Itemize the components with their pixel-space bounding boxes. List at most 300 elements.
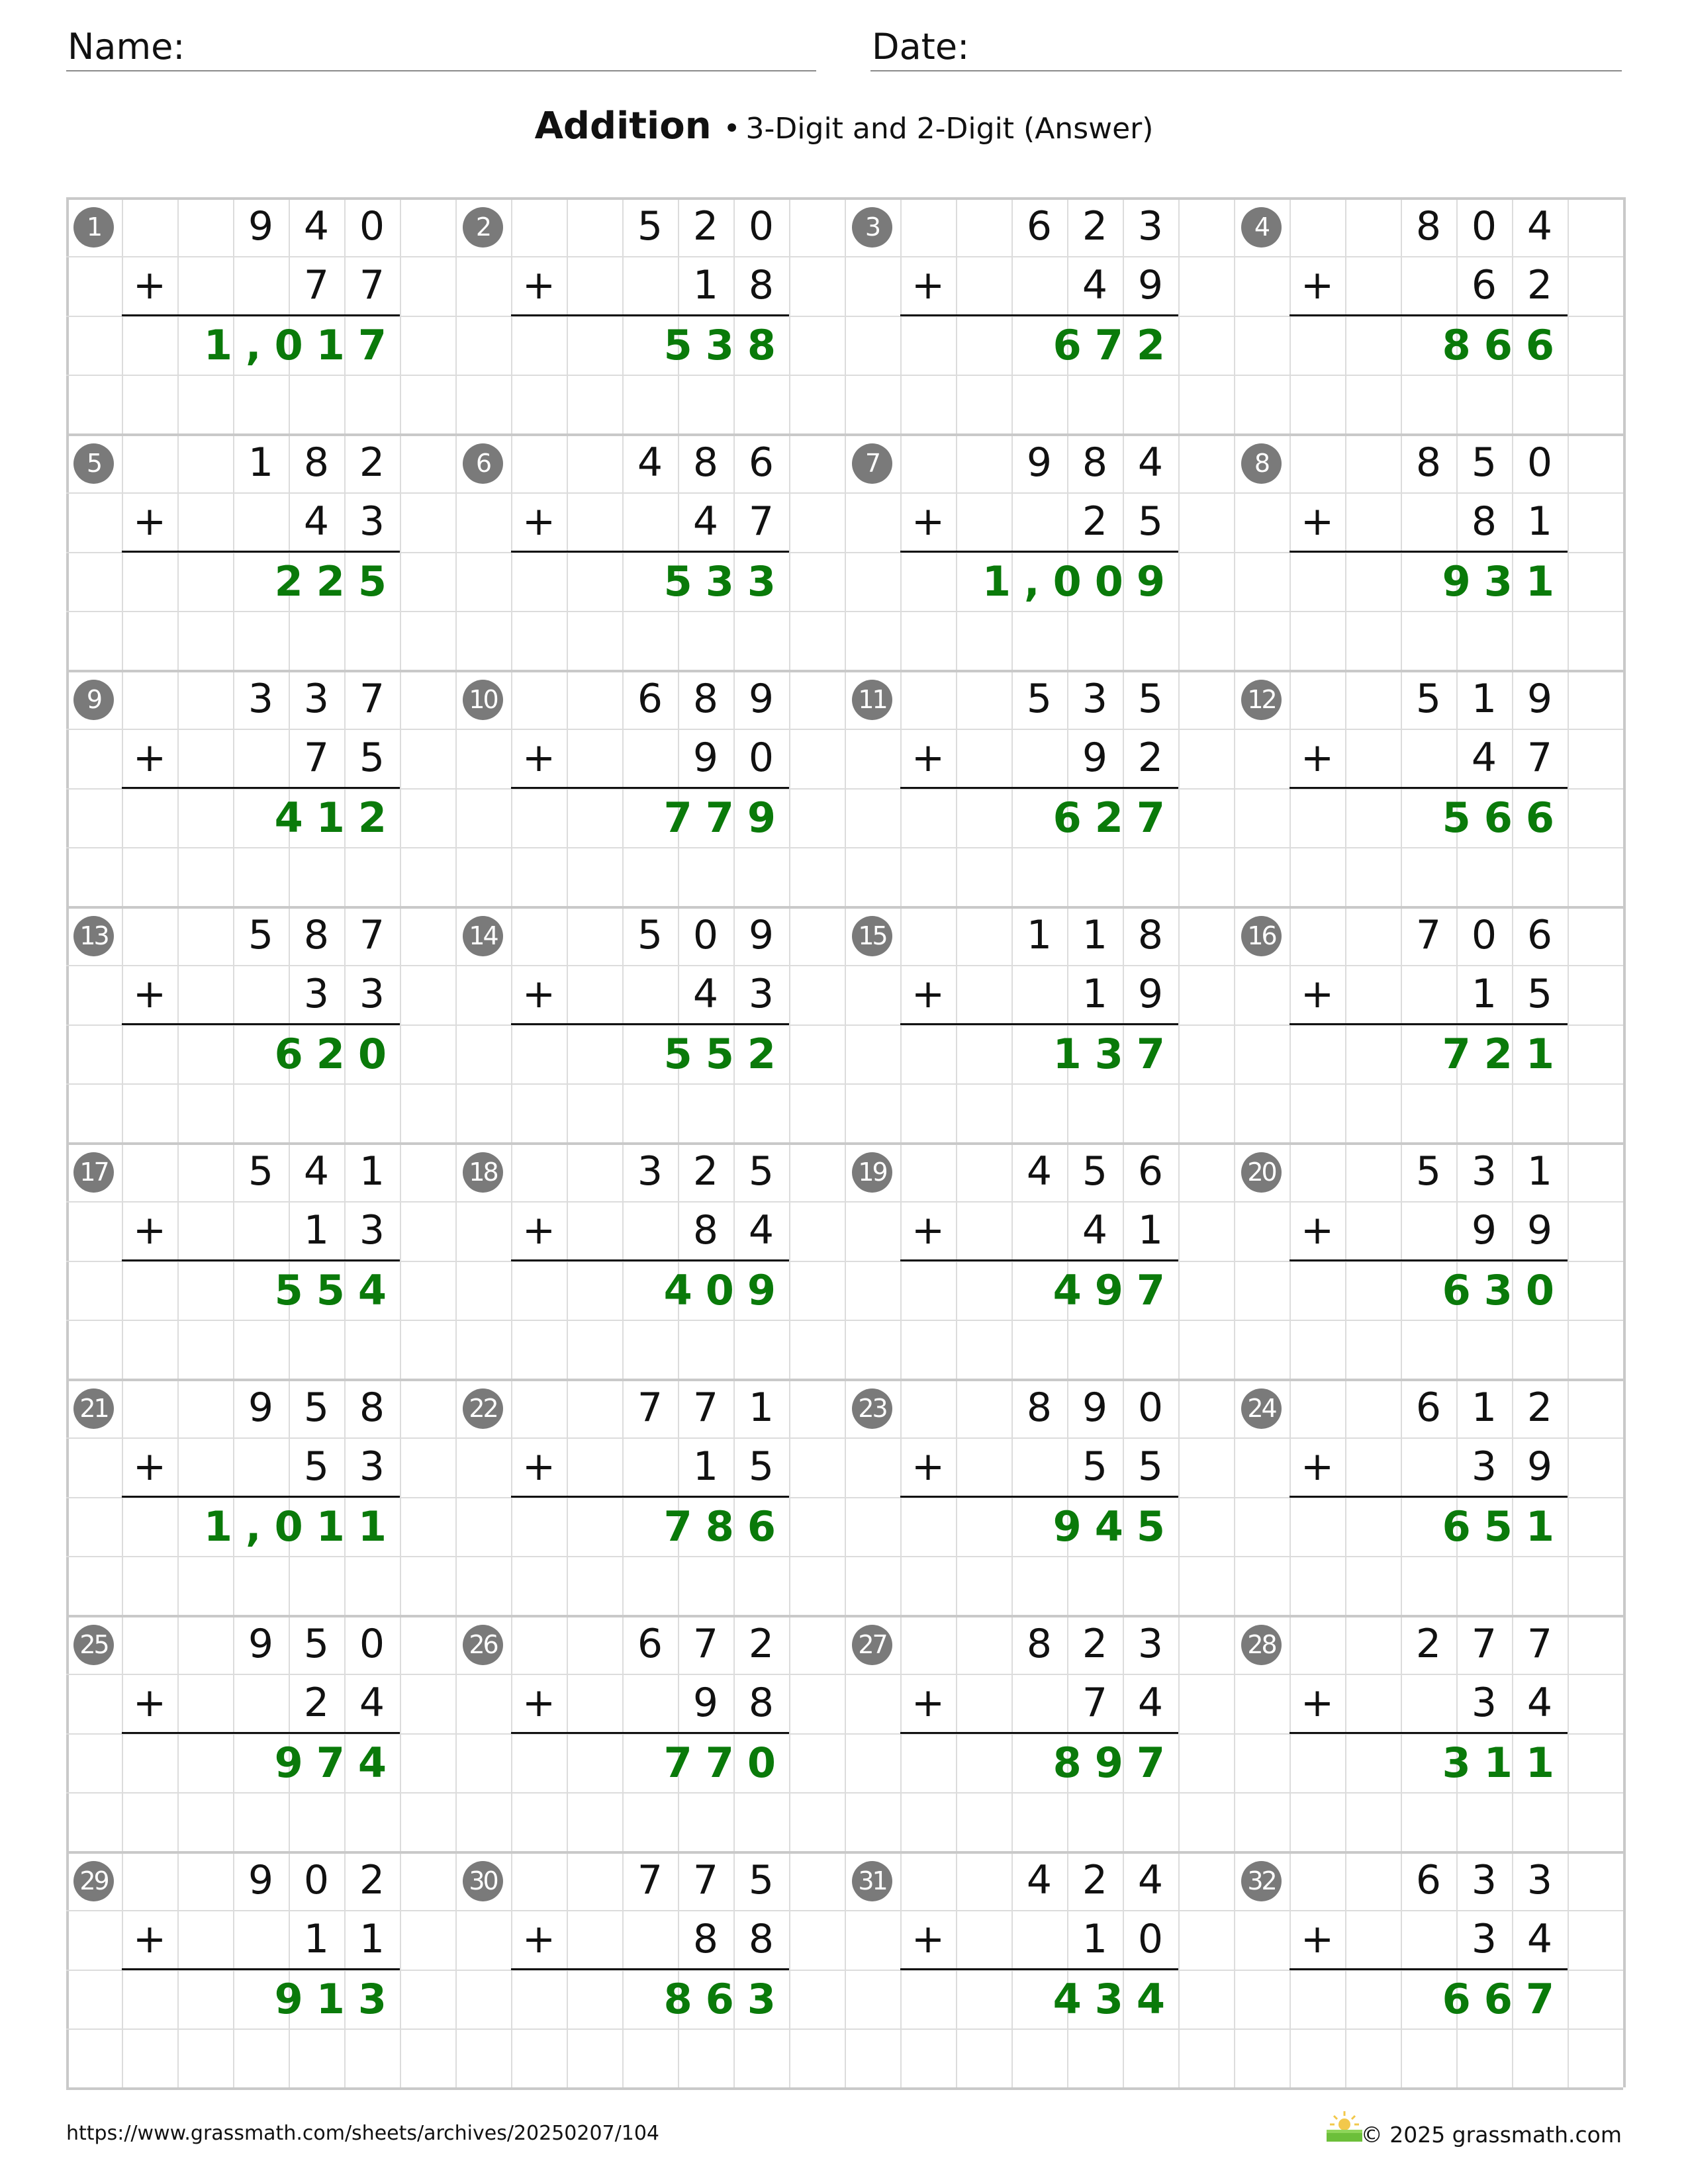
addend-bottom	[622, 1201, 789, 1260]
addend-top	[1011, 1379, 1178, 1437]
plus-sign: +	[132, 498, 167, 545]
digit: 3	[1471, 1857, 1497, 1903]
digit: 0	[1137, 1916, 1164, 1962]
answer: 721	[1442, 1030, 1568, 1078]
addend-bottom	[1011, 1201, 1178, 1260]
addend-top	[233, 670, 400, 729]
problem-3	[845, 197, 1234, 433]
digit: 6	[637, 676, 663, 722]
digit: 2	[1082, 498, 1108, 545]
digit: 4	[359, 1680, 385, 1726]
digit: 1	[359, 1916, 385, 1962]
digit: 5	[303, 1443, 330, 1490]
digit: 9	[748, 912, 774, 958]
addend-top	[622, 1615, 789, 1674]
problem-number-badge: 28	[1241, 1625, 1282, 1665]
digit: 1	[1026, 912, 1053, 958]
digit: 3	[1471, 1680, 1497, 1726]
plus-sign: +	[1300, 1680, 1335, 1726]
addend-bottom	[622, 1437, 789, 1496]
addend-top	[1401, 197, 1568, 256]
addend-bottom	[622, 256, 789, 315]
plus-sign: +	[132, 735, 167, 781]
digit: 4	[1526, 1680, 1553, 1726]
problem-16	[1234, 906, 1623, 1142]
problem-22	[455, 1379, 845, 1615]
digit: 3	[359, 1207, 385, 1253]
addend-bottom	[1011, 256, 1178, 315]
problem-number-badge: 21	[73, 1388, 114, 1429]
digit: 6	[1415, 1385, 1442, 1431]
digit: 5	[1026, 676, 1053, 722]
addend-top	[622, 197, 789, 256]
addend-top	[1401, 1142, 1568, 1201]
plus-sign: +	[132, 971, 167, 1017]
plus-sign: +	[132, 262, 167, 308]
digit: 9	[1526, 1207, 1553, 1253]
digit: 5	[303, 1385, 330, 1431]
problem-20	[1234, 1142, 1623, 1379]
addend-top	[1401, 1379, 1568, 1437]
digit: 1	[1082, 971, 1108, 1017]
addend-top	[1401, 1615, 1568, 1674]
title-subtitle: 3-Digit and 2-Digit (Answer)	[745, 112, 1154, 146]
plus-sign: +	[132, 1207, 167, 1253]
answer: 931	[1442, 557, 1568, 606]
digit: 8	[303, 912, 330, 958]
title-main: Addition	[534, 105, 712, 148]
answer: 866	[1442, 321, 1568, 369]
addend-top	[233, 1142, 400, 1201]
grid-hline	[66, 2087, 1623, 2090]
digit: 8	[1082, 439, 1108, 486]
addend-top	[233, 1851, 400, 1910]
answer: 552	[663, 1030, 789, 1078]
plus-sign: +	[522, 971, 556, 1017]
addend-top	[1011, 906, 1178, 965]
digit: 8	[1415, 439, 1442, 486]
digit: 7	[303, 262, 330, 308]
digit: 9	[248, 1857, 274, 1903]
digit: 3	[359, 498, 385, 545]
digit: 5	[1137, 676, 1164, 722]
digit: 9	[248, 203, 274, 250]
problem-number-badge: 11	[852, 680, 892, 720]
digit: 5	[1082, 1148, 1108, 1195]
problem-number-badge: 5	[73, 443, 114, 484]
answer: 1,017	[203, 321, 400, 369]
title-bullet: •	[723, 112, 741, 146]
digit: 8	[1471, 498, 1497, 545]
addend-top	[622, 1142, 789, 1201]
problem-number-badge: 20	[1241, 1152, 1282, 1193]
problem-number-badge: 31	[852, 1861, 892, 1901]
addend-bottom	[1401, 1910, 1568, 1969]
problem-number-badge: 19	[852, 1152, 892, 1193]
addend-top	[1401, 906, 1568, 965]
digit: 4	[303, 1148, 330, 1195]
digit: 7	[1526, 735, 1553, 781]
addend-bottom	[1011, 492, 1178, 551]
digit: 5	[1415, 676, 1442, 722]
digit: 5	[359, 735, 385, 781]
digit: 6	[1415, 1857, 1442, 1903]
addend-bottom	[1401, 256, 1568, 315]
digit: 5	[248, 1148, 274, 1195]
addend-bottom	[1011, 1910, 1178, 1969]
digit: 9	[1526, 1443, 1553, 1490]
digit: 6	[1137, 1148, 1164, 1195]
problem-number-badge: 9	[73, 680, 114, 720]
digit: 2	[1137, 735, 1164, 781]
plus-sign: +	[132, 1443, 167, 1490]
digit: 8	[748, 262, 774, 308]
digit: 0	[1471, 912, 1497, 958]
addend-bottom	[233, 1910, 400, 1969]
digit: 4	[303, 203, 330, 250]
digit: 1	[1526, 1148, 1553, 1195]
name-label: Name:	[68, 26, 185, 68]
digit: 3	[1137, 1621, 1164, 1667]
problem-number-badge: 25	[73, 1625, 114, 1665]
problem-19	[845, 1142, 1234, 1379]
problem-12	[1234, 670, 1623, 906]
digit: 5	[748, 1148, 774, 1195]
digit: 7	[692, 1857, 719, 1903]
problem-31	[845, 1851, 1234, 2087]
answer: 533	[663, 557, 789, 606]
plus-sign: +	[522, 1443, 556, 1490]
digit: 6	[748, 439, 774, 486]
digit: 7	[1471, 1621, 1497, 1667]
digit: 8	[1026, 1385, 1053, 1431]
addend-bottom	[233, 1674, 400, 1733]
problem-number-badge: 3	[852, 207, 892, 248]
digit: 5	[1471, 439, 1497, 486]
plus-sign: +	[911, 1207, 945, 1253]
digit: 7	[1526, 1621, 1553, 1667]
problem-1	[66, 197, 455, 433]
problem-number-badge: 13	[73, 916, 114, 956]
digit: 1	[1082, 912, 1108, 958]
digit: 6	[1026, 203, 1053, 250]
digit: 9	[1082, 735, 1108, 781]
digit: 4	[1082, 1207, 1108, 1253]
digit: 4	[1026, 1857, 1053, 1903]
digit: 8	[1415, 203, 1442, 250]
digit: 7	[637, 1857, 663, 1903]
problem-28	[1234, 1615, 1623, 1851]
digit: 9	[692, 735, 719, 781]
addend-top	[1011, 197, 1178, 256]
problem-number-badge: 8	[1241, 443, 1282, 484]
digit: 7	[637, 1385, 663, 1431]
problem-32	[1234, 1851, 1623, 2087]
addend-bottom	[622, 1674, 789, 1733]
digit: 7	[748, 498, 774, 545]
problem-30	[455, 1851, 845, 2087]
digit: 5	[303, 1621, 330, 1667]
plus-sign: +	[1300, 971, 1335, 1017]
plus-sign: +	[1300, 498, 1335, 545]
digit: 8	[692, 1207, 719, 1253]
digit: 0	[359, 203, 385, 250]
problem-4	[1234, 197, 1623, 433]
answer: 554	[274, 1266, 400, 1314]
problem-number-badge: 4	[1241, 207, 1282, 248]
addend-bottom	[1401, 965, 1568, 1024]
addend-top	[233, 906, 400, 965]
digit: 5	[1137, 498, 1164, 545]
problem-11	[845, 670, 1234, 906]
digit: 9	[1526, 676, 1553, 722]
digit: 1	[303, 1207, 330, 1253]
digit: 5	[1526, 971, 1553, 1017]
plus-sign: +	[1300, 1443, 1335, 1490]
digit: 0	[1471, 203, 1497, 250]
digit: 1	[748, 1385, 774, 1431]
digit: 8	[748, 1680, 774, 1726]
addend-bottom	[1011, 1674, 1178, 1733]
footer-url[interactable]: https://www.grassmath.com/sheets/archives/20250207/104	[66, 2122, 660, 2145]
digit: 7	[692, 1621, 719, 1667]
answer: 672	[1053, 321, 1178, 369]
digit: 3	[1471, 1148, 1497, 1195]
problem-number-badge: 18	[463, 1152, 503, 1193]
addend-top	[233, 197, 400, 256]
digit: 1	[1471, 1385, 1497, 1431]
digit: 0	[1526, 439, 1553, 486]
digit: 4	[1026, 1148, 1053, 1195]
problem-17	[66, 1142, 455, 1379]
answer: 945	[1053, 1502, 1178, 1551]
digit: 3	[303, 676, 330, 722]
digit: 8	[1137, 912, 1164, 958]
answer: 770	[663, 1739, 789, 1787]
digit: 8	[692, 676, 719, 722]
digit: 5	[637, 203, 663, 250]
digit: 2	[359, 439, 385, 486]
digit: 2	[303, 1680, 330, 1726]
digit: 2	[1526, 1385, 1553, 1431]
problem-18	[455, 1142, 845, 1379]
plus-sign: +	[1300, 262, 1335, 308]
digit: 0	[748, 735, 774, 781]
digit: 0	[748, 203, 774, 250]
problem-number-badge: 7	[852, 443, 892, 484]
digit: 7	[692, 1385, 719, 1431]
answer: 627	[1053, 794, 1178, 842]
problem-2	[455, 197, 845, 433]
digit: 9	[748, 676, 774, 722]
plus-sign: +	[132, 1916, 167, 1962]
problem-13	[66, 906, 455, 1142]
answer: 538	[663, 321, 789, 369]
problem-number-badge: 32	[1241, 1861, 1282, 1901]
digit: 4	[692, 498, 719, 545]
plus-sign: +	[522, 1916, 556, 1962]
digit: 5	[637, 912, 663, 958]
digit: 3	[1137, 203, 1164, 250]
problem-25	[66, 1615, 455, 1851]
digit: 2	[1082, 203, 1108, 250]
digit: 0	[359, 1621, 385, 1667]
problem-number-badge: 29	[73, 1861, 114, 1901]
addend-top	[1011, 1851, 1178, 1910]
plus-sign: +	[911, 262, 945, 308]
digit: 2	[1082, 1857, 1108, 1903]
digit: 1	[1471, 971, 1497, 1017]
digit: 1	[1137, 1207, 1164, 1253]
addend-bottom	[622, 492, 789, 551]
plus-sign: +	[1300, 1207, 1335, 1253]
digit: 5	[1137, 1443, 1164, 1490]
problem-6	[455, 433, 845, 670]
problem-number-badge: 26	[463, 1625, 503, 1665]
addend-bottom	[622, 1910, 789, 1969]
problem-9	[66, 670, 455, 906]
problem-number-badge: 24	[1241, 1388, 1282, 1429]
plus-sign: +	[522, 498, 556, 545]
digit: 8	[748, 1916, 774, 1962]
addend-bottom	[1401, 1674, 1568, 1733]
addend-bottom	[1011, 965, 1178, 1024]
addend-top	[1011, 670, 1178, 729]
digit: 1	[1082, 1916, 1108, 1962]
answer: 409	[663, 1266, 789, 1314]
answer: 566	[1442, 794, 1568, 842]
digit: 1	[692, 262, 719, 308]
plus-sign: +	[911, 1443, 945, 1490]
digit: 4	[692, 971, 719, 1017]
problem-number-badge: 12	[1241, 680, 1282, 720]
digit: 0	[692, 912, 719, 958]
plus-sign: +	[1300, 1916, 1335, 1962]
answer: 412	[274, 794, 400, 842]
plus-sign: +	[911, 971, 945, 1017]
problem-number-badge: 6	[463, 443, 503, 484]
digit: 4	[1082, 262, 1108, 308]
problem-number-badge: 27	[852, 1625, 892, 1665]
addend-bottom	[622, 965, 789, 1024]
plus-sign: +	[132, 1680, 167, 1726]
addend-bottom	[233, 492, 400, 551]
digit: 6	[637, 1621, 663, 1667]
digit: 2	[748, 1621, 774, 1667]
digit: 4	[748, 1207, 774, 1253]
answer: 913	[274, 1975, 400, 2023]
digit: 3	[359, 1443, 385, 1490]
addend-top	[1011, 1615, 1178, 1674]
digit: 3	[748, 971, 774, 1017]
addend-top	[622, 1379, 789, 1437]
digit: 9	[1082, 1385, 1108, 1431]
digit: 4	[1471, 735, 1497, 781]
answer: 651	[1442, 1502, 1568, 1551]
plus-sign: +	[522, 1680, 556, 1726]
digit: 7	[1082, 1680, 1108, 1726]
digit: 4	[637, 439, 663, 486]
digit: 9	[248, 1621, 274, 1667]
addend-bottom	[1011, 729, 1178, 788]
digit: 1	[359, 1148, 385, 1195]
plus-sign: +	[522, 735, 556, 781]
grass-sun-logo-icon	[1324, 2110, 1365, 2143]
digit: 1	[248, 439, 274, 486]
digit: 3	[1471, 1443, 1497, 1490]
digit: 3	[248, 676, 274, 722]
worksheet-title	[0, 105, 1688, 148]
problem-24	[1234, 1379, 1623, 1615]
digit: 9	[1137, 262, 1164, 308]
problem-8	[1234, 433, 1623, 670]
plus-sign: +	[522, 1207, 556, 1253]
digit: 7	[359, 676, 385, 722]
plus-sign: +	[911, 1680, 945, 1726]
date-label: Date:	[872, 26, 970, 68]
problem-15	[845, 906, 1234, 1142]
digit: 9	[692, 1680, 719, 1726]
digit: 4	[1137, 1680, 1164, 1726]
problem-5	[66, 433, 455, 670]
problem-number-badge: 1	[73, 207, 114, 248]
problem-21	[66, 1379, 455, 1615]
addend-top	[1401, 670, 1568, 729]
digit: 2	[1415, 1621, 1442, 1667]
digit: 7	[303, 735, 330, 781]
addend-bottom	[233, 729, 400, 788]
addend-top	[622, 433, 789, 492]
digit: 4	[1137, 439, 1164, 486]
digit: 5	[1082, 1443, 1108, 1490]
digit: 1	[1471, 676, 1497, 722]
digit: 0	[1137, 1385, 1164, 1431]
answer: 630	[1442, 1266, 1568, 1314]
problem-number-badge: 23	[852, 1388, 892, 1429]
digit: 5	[748, 1443, 774, 1490]
problem-number-badge: 17	[73, 1152, 114, 1193]
answer: 225	[274, 557, 400, 606]
answer: 667	[1442, 1975, 1568, 2023]
problem-number-badge: 16	[1241, 916, 1282, 956]
problem-27	[845, 1615, 1234, 1851]
worksheet-grid	[66, 197, 1622, 2087]
digit: 8	[1026, 1621, 1053, 1667]
digit: 7	[1415, 912, 1442, 958]
addend-top	[622, 906, 789, 965]
digit: 9	[1137, 971, 1164, 1017]
answer: 311	[1442, 1739, 1568, 1787]
problem-23	[845, 1379, 1234, 1615]
answer: 620	[274, 1030, 400, 1078]
date-field[interactable]	[870, 24, 1622, 71]
problem-26	[455, 1615, 845, 1851]
digit: 8	[359, 1385, 385, 1431]
problem-7	[845, 433, 1234, 670]
digit: 7	[359, 262, 385, 308]
addend-bottom	[1401, 1437, 1568, 1496]
digit: 9	[248, 1385, 274, 1431]
name-field[interactable]	[66, 24, 816, 71]
addend-top	[1011, 433, 1178, 492]
answer: 434	[1053, 1975, 1178, 2023]
answer: 863	[663, 1975, 789, 2023]
digit: 5	[248, 912, 274, 958]
answer: 897	[1053, 1739, 1178, 1787]
addend-top	[233, 1379, 400, 1437]
footer-copyright: © 2025 grassmath.com	[1360, 2122, 1622, 2148]
addend-bottom	[622, 729, 789, 788]
